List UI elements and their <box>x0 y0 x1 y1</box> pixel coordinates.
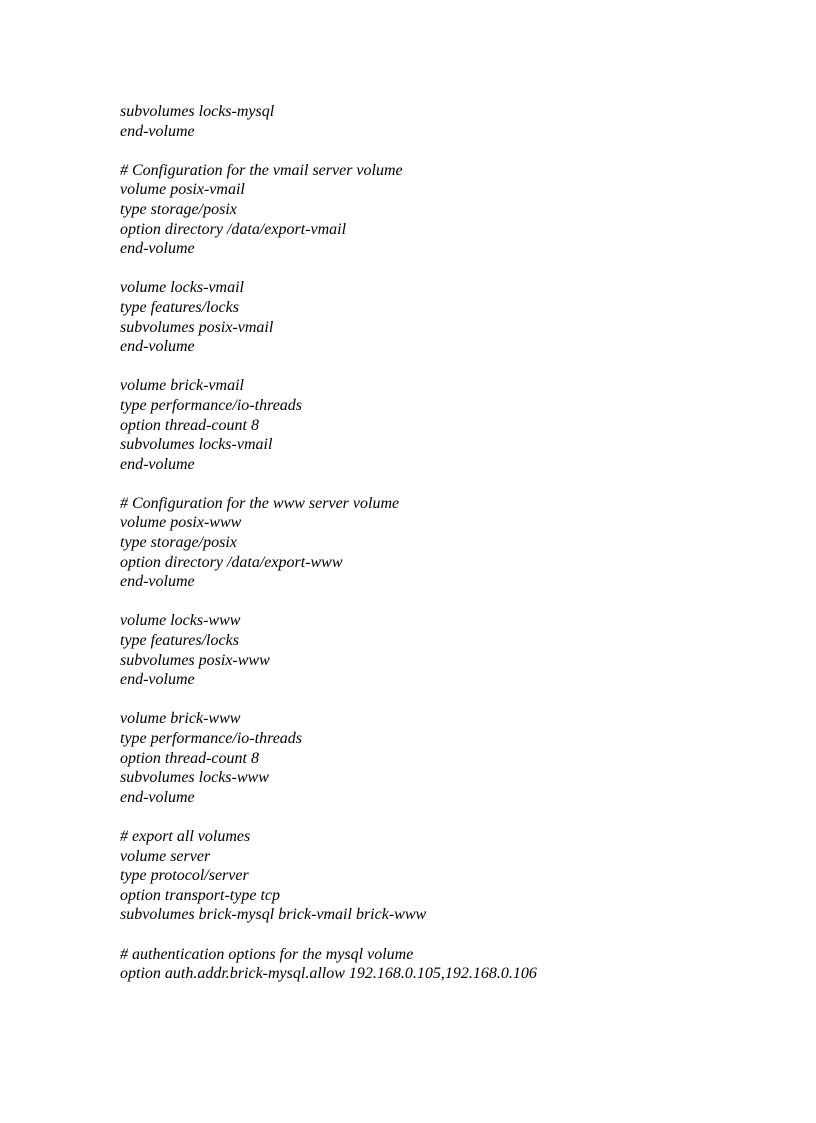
config-line: subvolumes posix-www <box>120 651 270 669</box>
config-line: type features/locks <box>120 298 239 316</box>
config-line: volume brick-vmail <box>120 377 244 395</box>
config-line: option thread-count 8 <box>120 416 259 434</box>
blank-line <box>120 592 780 612</box>
config-line: subvolumes brick-mysql brick-vmail brick-www <box>120 906 427 924</box>
config-line: end-volume <box>120 671 195 689</box>
config-line: type performance/io-threads <box>120 396 303 414</box>
blank-line <box>120 259 780 279</box>
config-line: volume posix-vmail <box>120 181 245 199</box>
config-line: end-volume <box>120 455 195 473</box>
config-text-block <box>120 102 780 984</box>
config-line: subvolumes locks-mysql <box>120 103 275 120</box>
comment-line: # Configuration for the vmail server volume <box>120 161 403 179</box>
blank-line <box>120 357 780 377</box>
config-line: type storage/posix <box>120 200 237 218</box>
comment-line: # Configuration for the www server volume <box>120 494 400 512</box>
config-line: type protocol/server <box>120 867 249 885</box>
config-line: volume posix-www <box>120 514 242 532</box>
config-line: volume server <box>120 847 211 865</box>
blank-line <box>120 141 780 161</box>
config-line: subvolumes locks-www <box>120 769 269 787</box>
config-line: subvolumes posix-vmail <box>120 318 274 336</box>
config-line: volume brick-www <box>120 710 241 728</box>
blank-line <box>120 807 780 827</box>
config-line: option directory /data/export-www <box>120 553 343 571</box>
config-line: end-volume <box>120 240 195 258</box>
config-line: type performance/io-threads <box>120 730 303 747</box>
config-line: option directory /data/export-vmail <box>120 220 347 238</box>
config-line: type features/locks <box>120 632 239 650</box>
config-line: volume locks-vmail <box>120 279 244 297</box>
config-line: end-volume <box>120 122 195 140</box>
comment-line: # export all volumes <box>120 827 251 845</box>
config-line: option thread-count 8 <box>120 749 259 767</box>
config-line: type storage/posix <box>120 534 237 552</box>
blank-line <box>120 925 780 945</box>
config-line: option auth.addr.brick-mysql.allow 192.168.0.105,192.168.0.106 <box>120 965 537 983</box>
config-line: option transport-type tcp <box>120 886 280 904</box>
blank-line <box>120 474 780 494</box>
comment-line: # authentication options for the mysql volume <box>120 945 414 963</box>
config-line: volume locks-www <box>120 612 241 630</box>
config-line: end-volume <box>120 573 195 591</box>
blank-line <box>120 690 780 710</box>
config-line: end-volume <box>120 788 195 806</box>
config-line: end-volume <box>120 338 195 356</box>
config-line: subvolumes locks-vmail <box>120 436 273 454</box>
